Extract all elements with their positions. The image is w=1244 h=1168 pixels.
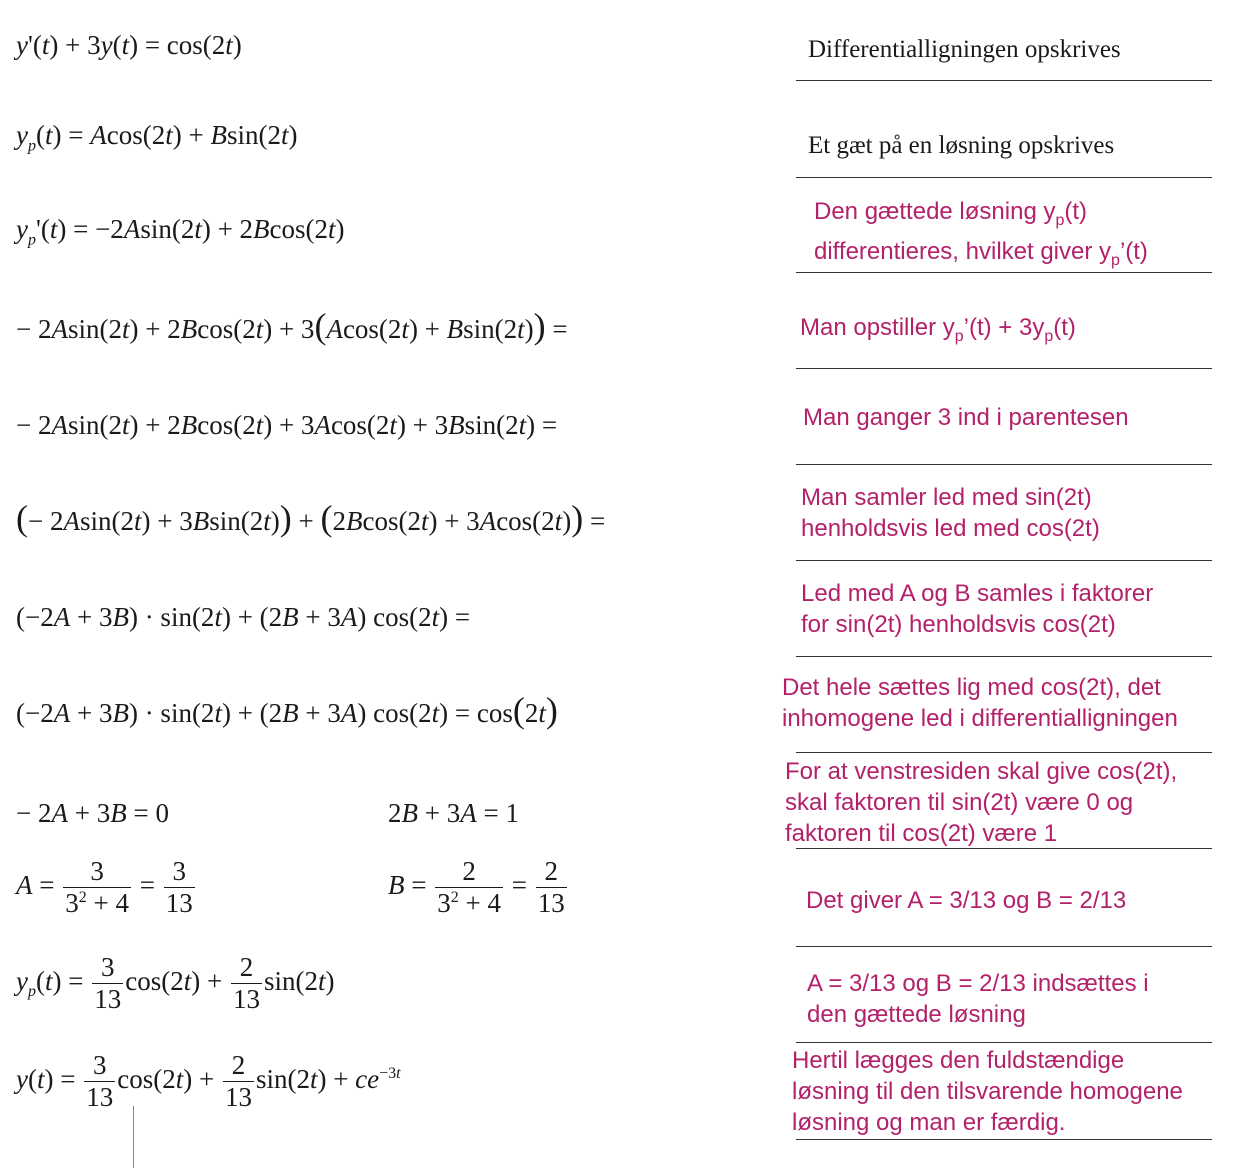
note-collect: Man samler led med sin(2t) henholdsvis led med cos(2t) xyxy=(801,484,1100,542)
equation-differential: y'(t) + 3y(t) = cos(2t) xyxy=(16,30,242,60)
note-setup: Man opstiller $y_p’(t) + 3y_p(t)$ xyxy=(800,314,1076,345)
note-equal: Det hele sættes lig med cos(2t), det inhomogene led i differentialligningen xyxy=(782,674,1178,732)
equation-equal-cos: (−2A + 3B) · sin(2t) + (2B + 3A) cos(2t) = cos(2t) xyxy=(16,690,558,730)
separator-rule xyxy=(796,272,1212,273)
note-expand: Man ganger 3 ind i parentesen xyxy=(803,404,1129,431)
separator-rule xyxy=(796,464,1212,465)
equation-factored: (−2A + 3B) · sin(2t) + (2B + 3A) cos(2t) = xyxy=(16,602,471,632)
equation-general: y(t) = $\frac{3}{13}$ cos(2t) + $\frac{2}{13}$ $\sin(2t) + ce^{-3t}$ xyxy=(16,1050,401,1113)
equation-grouped: (− 2Asin(2t) + 3Bsin(2t)) + (2Bcos(2t) + 3Acos(2t)) = xyxy=(16,498,606,538)
separator-rule xyxy=(796,177,1212,178)
separator-rule xyxy=(796,656,1212,657)
separator-rule xyxy=(796,1139,1212,1140)
note-guess: Et gæt på en løsning opskrives xyxy=(808,132,1115,159)
equation-solve-b: B = $\frac{2}{3^2 + 4}$ = $\frac{2}{13}$ xyxy=(388,856,565,919)
separator-rule xyxy=(796,848,1212,849)
equation-solve-a: A = $\frac{3}{3^2 + 4}$ = $\frac{3}{13}$ xyxy=(16,856,193,919)
equation-expanded: − 2Asin(2t) + 2Bcos(2t) + 3Acos(2t) + 3Bsin(2t) = xyxy=(16,410,558,440)
equation-system-2: 2B + 3A = 1 xyxy=(388,798,519,828)
separator-rule xyxy=(796,80,1212,81)
separator-rule xyxy=(796,946,1212,947)
equation-particular: $y_p(t)$ = $\frac{3}{13}$ cos(2t) + $\frac{2}{13}$ sin(2t) xyxy=(16,952,335,1015)
separator-rule xyxy=(796,1042,1212,1043)
equation-derivative: $y_p'(t) = -2Asin(2t) + 2Bcos(2t)$ xyxy=(16,214,345,249)
equation-system-1: − 2A + 3B = 0 xyxy=(16,798,169,828)
separator-rule xyxy=(796,368,1212,369)
separator-rule xyxy=(796,560,1212,561)
note-derivative: Den gættede løsning $y_p(t)$ differentieres, hvilket giver $y_p’(t)$ xyxy=(814,198,1148,269)
note-differential: Differentialligningen opskrives xyxy=(808,36,1121,63)
note-result: Det giver A = 3/13 og B = 2/13 xyxy=(806,887,1127,914)
note-substitute: A = 3/13 og B = 2/13 indsættes i den gættede løsning xyxy=(807,970,1149,1028)
equation-guess: $y_p(t) = Acos(2t) + Bsin(2t)$ xyxy=(16,120,298,155)
vertical-divider xyxy=(133,1106,134,1168)
note-conditions: For at venstresiden skal give cos(2t), skal faktoren til sin(2t) være 0 og faktoren til cos(2t) være 1 xyxy=(785,758,1178,847)
note-final: Hertil lægges den fuldstændige løsning til den tilsvarende homogene løsning og man er færdig. xyxy=(792,1047,1183,1136)
separator-rule xyxy=(796,752,1212,753)
equation-setup: − 2Asin(2t) + 2Bcos(2t) + 3(Acos(2t) + Bsin(2t)) = xyxy=(16,306,568,346)
note-factor: Led med A og B samles i faktorer for sin(2t) henholdsvis cos(2t) xyxy=(801,580,1154,638)
